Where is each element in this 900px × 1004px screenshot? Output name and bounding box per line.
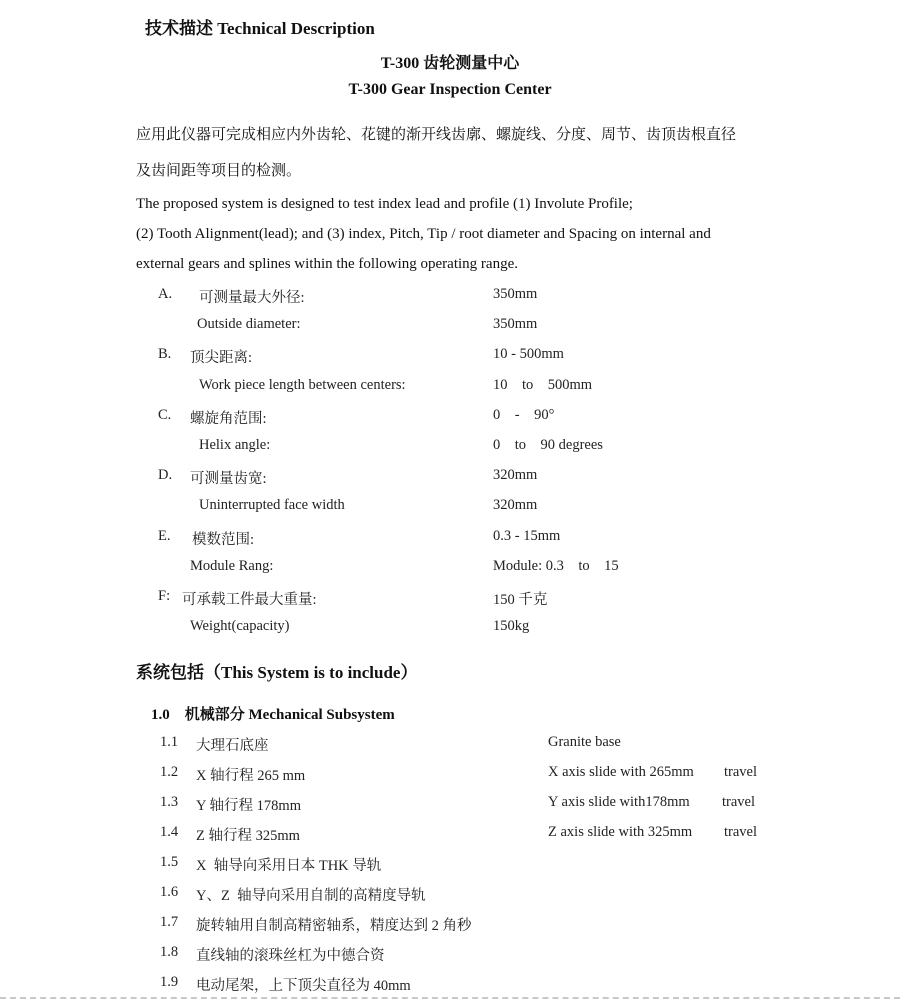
- spec-cn-label: 顶尖距离:: [190, 350, 253, 366]
- item-number: 1.9: [160, 974, 179, 990]
- spec-cn-value: 0.3 - 15mm: [493, 528, 561, 544]
- item-number: 1.6: [160, 884, 179, 900]
- item-travel: travel: [724, 824, 758, 840]
- spec-cn-label: 螺旋角范围:: [190, 411, 267, 427]
- item-cn: Y、Z 轴导向采用自制的高精度导轨: [196, 888, 426, 904]
- spec-cn-label: 可测量齿宽:: [190, 471, 267, 487]
- item-travel: travel: [724, 764, 758, 780]
- item-number: 1.5: [160, 854, 179, 870]
- item-en: Z axis slide with 325mm: [548, 824, 693, 840]
- spec-cn-value: 0 - 90°: [493, 407, 555, 423]
- item-number: 1.7: [160, 914, 179, 930]
- intro-cn-line-2: 及齿间距等项目的检测。: [136, 163, 302, 179]
- spec-cn-label: 可承载工件最大重量:: [182, 592, 317, 608]
- doc-title-en: T-300 Gear Inspection Center: [348, 81, 552, 98]
- spec-cn-label: 模数范围:: [192, 532, 255, 548]
- item-cn: 旋转轴用自制高精密轴系，精度达到 2 角秒: [196, 918, 472, 934]
- item-cn: Y 轴行程 178mm: [196, 798, 301, 814]
- intro-en-line-1: The proposed system is designed to test index lead and profile (1) Involute Profile;: [136, 196, 633, 212]
- item-en: Y axis slide with178mm: [548, 794, 690, 810]
- item-number: 1.2: [160, 764, 179, 780]
- item-number: 1.1: [160, 734, 179, 750]
- spec-en-label: Outside diameter:: [197, 316, 301, 332]
- item-cn: Z 轴行程 325mm: [196, 828, 300, 844]
- spec-en-value: 150kg: [493, 618, 530, 634]
- item-cn: X 轴行程 265 mm: [196, 768, 306, 784]
- spec-letter: F:: [158, 588, 171, 604]
- spec-letter: E.: [158, 528, 171, 544]
- system-heading: 系统包括（This System is to include）: [136, 663, 418, 682]
- item-en: Granite base: [548, 734, 621, 750]
- item-number: 1.4: [160, 824, 179, 840]
- spec-en-label: Weight(capacity): [190, 618, 290, 634]
- spec-cn-label: 可测量最大外径:: [199, 290, 305, 306]
- item-cn: 大理石底座: [196, 738, 269, 754]
- page-bottom-rule: [0, 997, 900, 999]
- item-travel: travel: [722, 794, 756, 810]
- intro-en-line-3: external gears and splines within the following operating range.: [136, 256, 518, 272]
- spec-en-value: Module: 0.3 to 15: [493, 558, 619, 574]
- item-number: 1.3: [160, 794, 179, 810]
- doc-title-cn: T-300 齿轮测量中心: [380, 55, 520, 72]
- spec-en-label: Work piece length between centers:: [199, 377, 406, 393]
- spec-cn-value: 150 千克: [493, 592, 548, 608]
- item-en: X axis slide with 265mm: [548, 764, 694, 780]
- spec-en-value: 350mm: [493, 316, 538, 332]
- mechanical-subsystem-heading: 1.0 机械部分 Mechanical Subsystem: [151, 707, 395, 723]
- item-number: 1.8: [160, 944, 179, 960]
- intro-en-line-2: (2) Tooth Alignment(lead); and (3) index, Pitch, Tip / root diameter and Spacing on internal and: [136, 226, 711, 242]
- spec-letter: A.: [158, 286, 173, 302]
- spec-en-label: Helix angle:: [199, 437, 271, 453]
- section-title: 技术描述 Technical Description: [145, 19, 375, 38]
- spec-cn-value: 320mm: [493, 467, 538, 483]
- spec-en-label: Module Rang:: [190, 558, 274, 574]
- spec-letter: D.: [158, 467, 173, 483]
- spec-en-label: Uninterrupted face width: [199, 497, 345, 513]
- spec-en-value: 0 to 90 degrees: [493, 437, 603, 453]
- spec-cn-value: 10 - 500mm: [493, 346, 564, 362]
- spec-en-value: 10 to 500mm: [493, 377, 593, 393]
- spec-letter: B.: [158, 346, 172, 362]
- spec-cn-value: 350mm: [493, 286, 538, 302]
- item-cn: 直线轴的滚珠丝杠为中德合资: [196, 948, 385, 964]
- spec-en-value: 320mm: [493, 497, 538, 513]
- item-cn: 电动尾架，上下顶尖直径为 40mm: [196, 978, 411, 994]
- item-cn: X 轴导向采用日本 THK 导轨: [196, 858, 382, 874]
- intro-cn-line-1: 应用此仪器可完成相应内外齿轮、花键的渐开线齿廓、螺旋线、分度、周节、齿顶齿根直径: [136, 127, 737, 143]
- spec-letter: C.: [158, 407, 172, 423]
